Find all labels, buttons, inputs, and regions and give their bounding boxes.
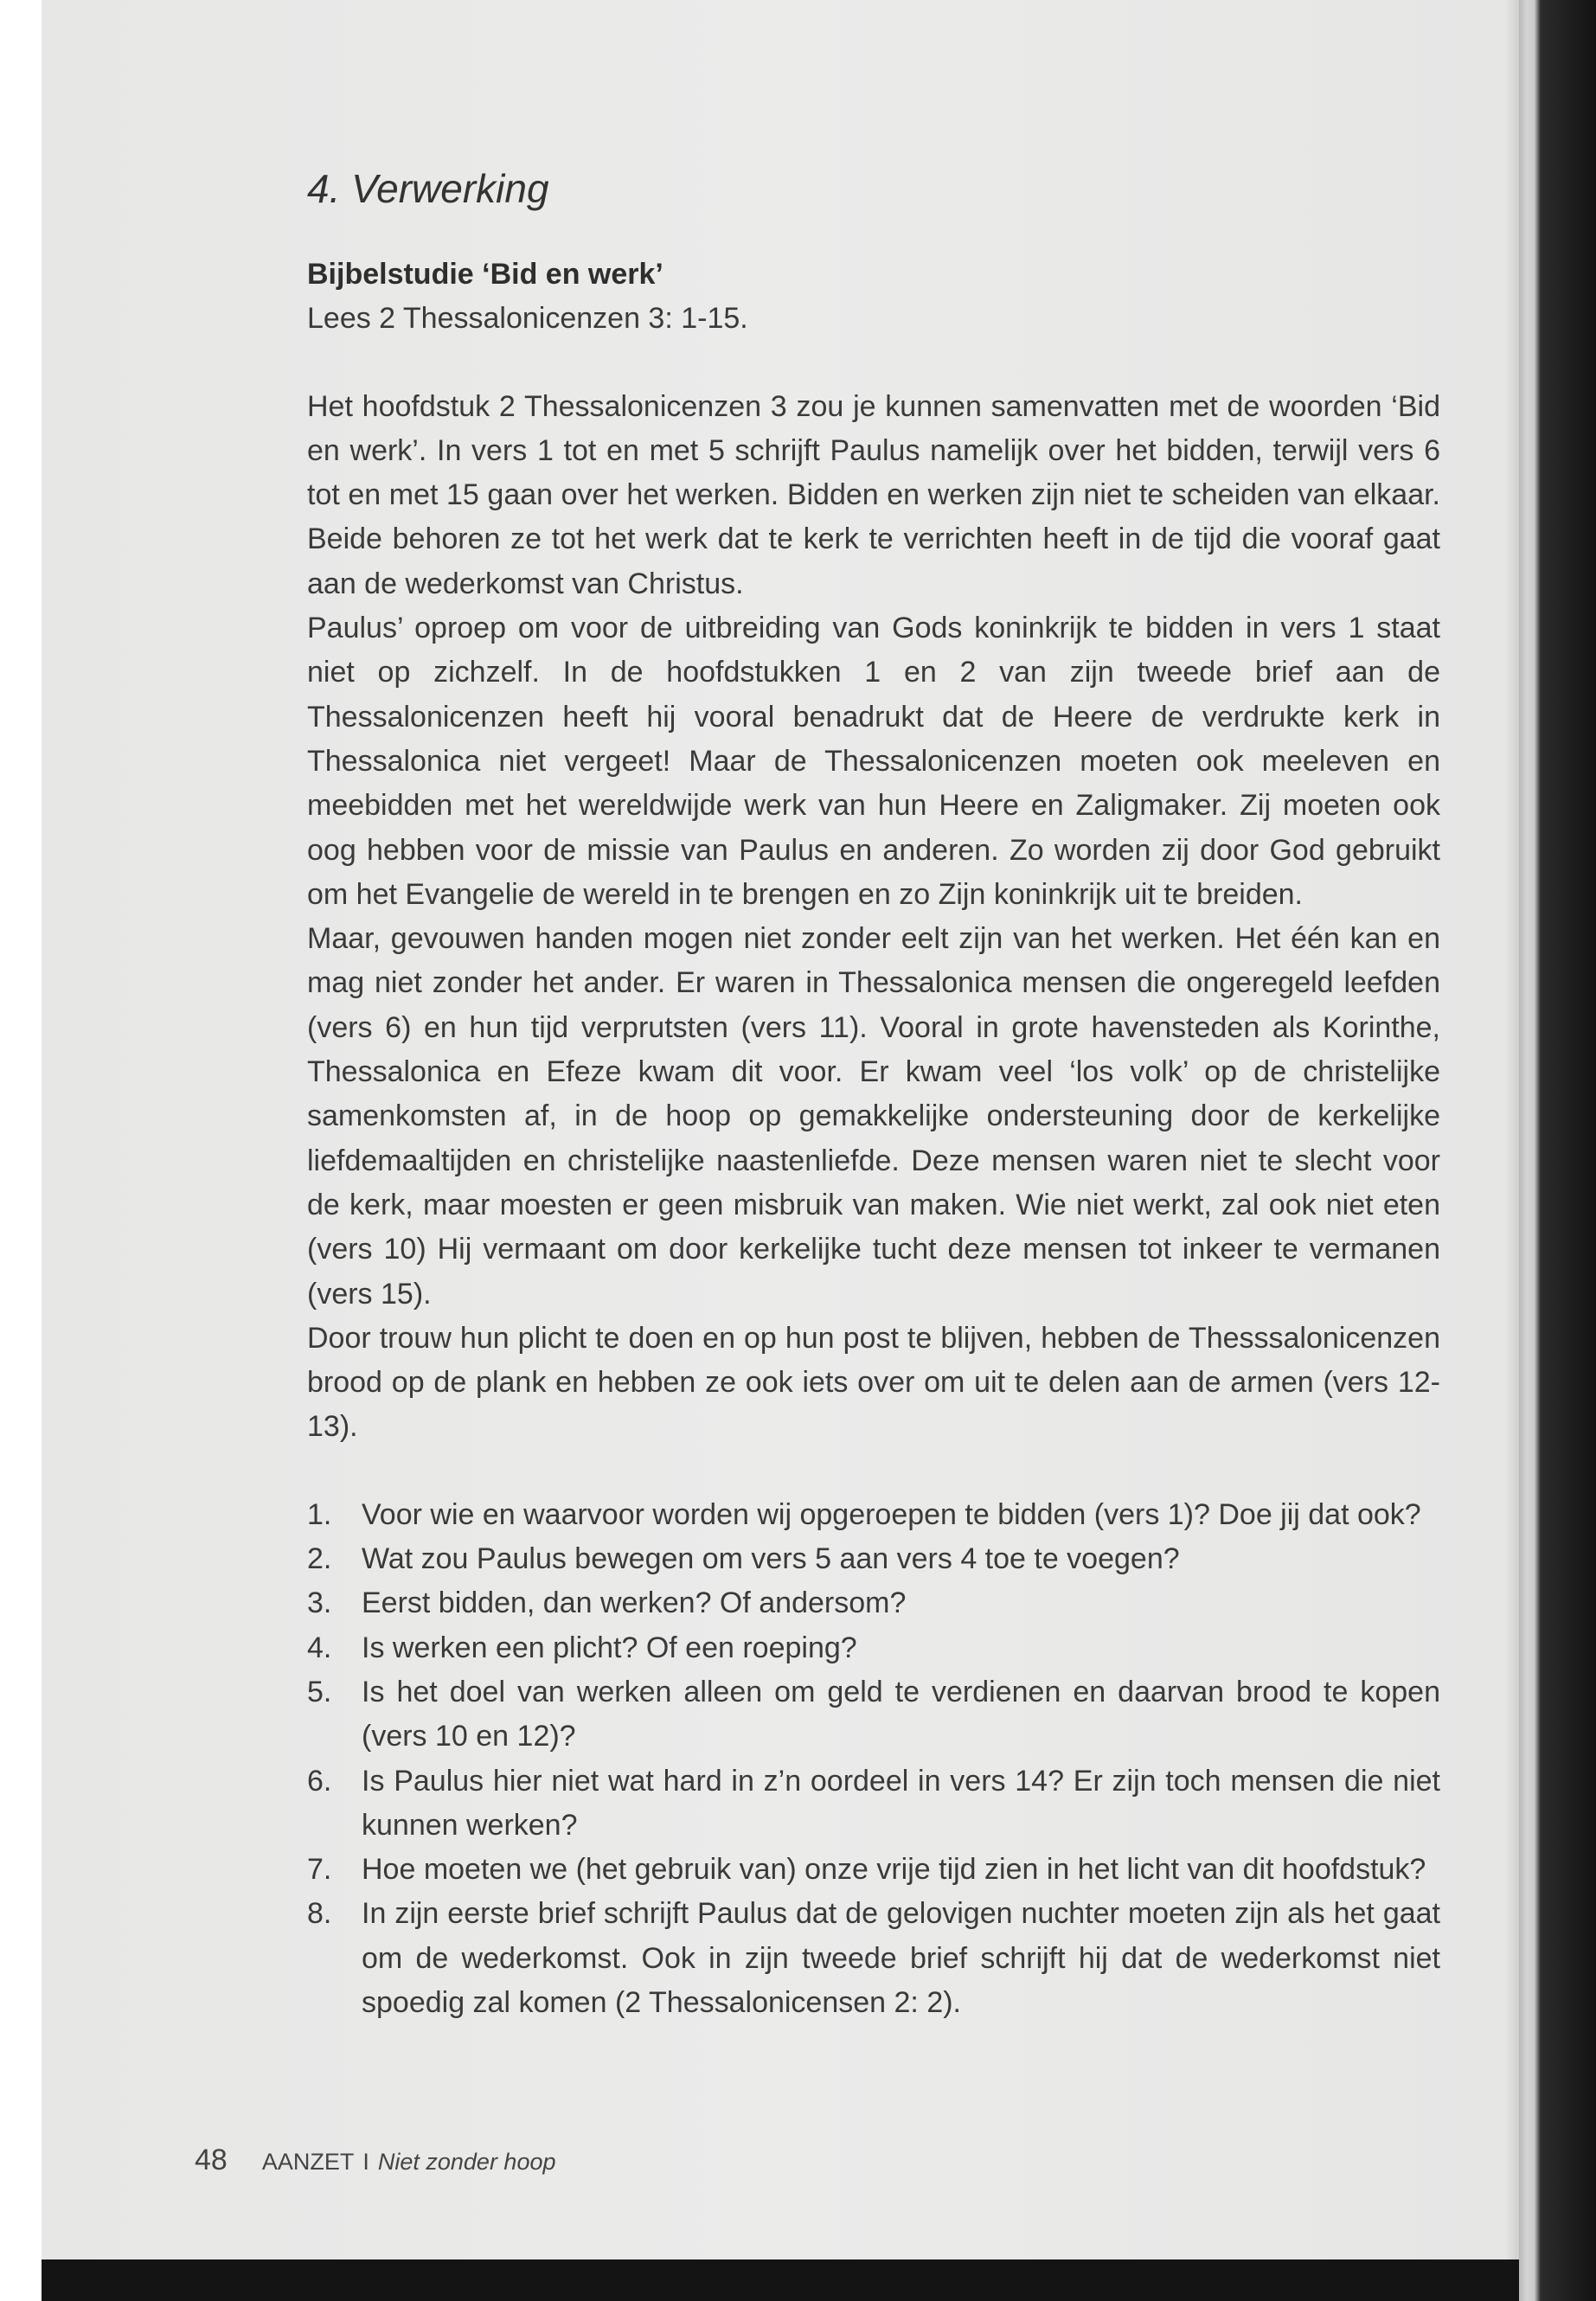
reading-reference: Lees 2 Thessalonicenzen 3: 1-15. [307,302,748,336]
section-title: 4. Verwerking [307,166,549,211]
spacer [307,1450,1440,1493]
question-item [307,1892,1440,2025]
paragraph-3: Maar, gevouwen handen mogen niet zonder eelt zijn van het werken. Het één kan en mag niet zonder het ander. Er waren in Thessalonica mensen die ongeregeld leefden (vers 6) en hun tijd verprutsten (vers 11). Vooral in grote havensteden als Korinthe, Thessalonica en Efeze kwam dit voor. Er kwam veel ‘los volk’ op de christelijke samenkomsten af, in de hoop op gemakkelijke ondersteuning door de kerkelijke liefdemaaltijden en christelijke naastenliefde. Deze mensen waren niet te slecht voor de kerk, maar moesten er geen misbruik van maken. Wie niet werkt, zal ook niet eten (vers 10) Hij vermaant om door kerkelijke tucht deze mensen tot inkeer te vermanen (vers 15). [307,922,1440,1311]
question-number: 3. [307,1586,332,1620]
question-text: In zijn eerste brief schrijft Paulus dat de gelovigen nuchter moeten zijn als het gaat om de wederkomst. Ook in zijn tweede brief schrijft hij dat de wederkomst niet spoedig zal komen (2 Thessalonicensen 2: 2). [362,1897,1440,2019]
question-text: Is Paulus hier niet wat hard in z’n oordeel in vers 14? Er zijn toch mensen die niet kunnen werken? [362,1764,1440,1842]
book-spine [1519,0,1596,2301]
paragraph-4: Door trouw hun plicht te doen en op hun post te blijven, hebben de Thesssalonicenzen brood op de plank en hebben ze ook iets over om uit te delen aan de armen (vers 12-13). [307,1321,1440,1444]
question-item [307,1670,1440,1759]
question-number: 5. [307,1675,332,1708]
question-item [307,1848,1440,1892]
page-number: 48 [195,2144,228,2176]
footer-separator: I [362,2149,369,2175]
question-number: 6. [307,1764,332,1798]
scan-bottom-edge [42,2259,1519,2301]
question-number: 4. [307,1631,332,1664]
question-item [307,1537,1440,1581]
paragraph-1: Het hoofdstuk 2 Thessalonicenzen 3 zou je kunnen samenvatten met de woorden ‘Bid en werk’. In vers 1 tot en met 5 schrijft Paulus namelijk over het bidden, terwijl vers 6 tot en met 15 gaan over het werken. Bidden en werken zijn niet te scheiden van elkaar. Beide behoren ze tot het werk dat te kerk te verrichten heeft in de tijd die vooraf gaat aan de wederkomst van Christus. [307,389,1440,600]
scan-left-margin [0,0,42,2301]
question-item [307,1759,1440,1849]
paragraph-2: Paulus’ oproep om voor de uitbreiding van Gods koninkrijk te bidden in vers 1 staat niet op zichzelf. In de hoofdstukken 1 en 2 van zijn tweede brief aan de Thessalonicenzen heeft hij vooral benadrukt dat de Heere de verdrukte kerk in Thessalonica niet vergeet! Maar de Thessalonicenzen moeten ook meeleven en meebidden met het wereldwijde werk van hun Heere en Zaligmaker. Zij moeten ook oog hebben voor de missie van Paulus en anderen. Zo worden zij door God gebruikt om het Evangelie de wereld in te brengen en zo Zijn koninkrijk uit te breiden. [307,612,1440,911]
question-text: Hoe moeten we (het gebruik van) onze vrije tijd zien in het licht van dit hoofdstuk? [362,1853,1426,1887]
spacer [307,342,1440,385]
question-item [307,1493,1440,1537]
question-text: Is werken een plicht? Of een roeping? [362,1631,857,1664]
book-title: Niet zonder hoop [377,2149,556,2175]
question-text: Voor wie en waarvoor worden wij opgeroepen te bidden (vers 1)? Doe jij dat ook? [362,1497,1421,1531]
question-item [307,1581,1440,1625]
question-number: 2. [307,1542,332,1576]
question-list [307,1493,1440,2026]
page-content [307,156,1440,2025]
question-number: 8. [307,1897,332,1931]
question-text: Eerst bidden, dan werken? Of andersom? [362,1586,907,1620]
study-heading: Bijbelstudie ‘Bid en werk’ [307,258,663,291]
question-text: Is het doel van werken alleen om geld te verdienen en daarvan brood te kopen (vers 10 en 12)? [362,1675,1440,1753]
question-item [307,1626,1440,1670]
question-text: Wat zou Paulus bewegen om vers 5 aan vers 4 toe te voegen? [362,1542,1180,1576]
series-name: AANZET [261,2149,355,2175]
question-number: 7. [307,1853,332,1887]
question-number: 1. [307,1497,332,1531]
page-footer [195,2144,556,2177]
